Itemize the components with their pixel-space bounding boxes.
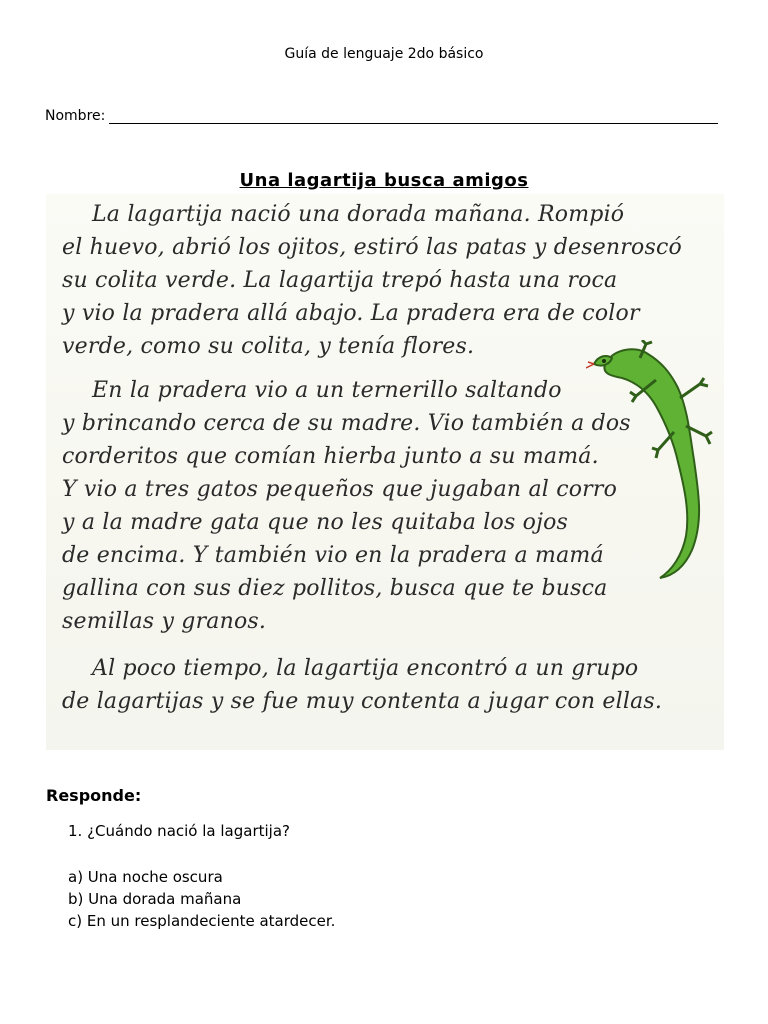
story-line: semillas y granos.	[62, 609, 267, 634]
story-line: y brincando cerca de su madre. Vio también a dos	[62, 411, 631, 436]
answer-option-a[interactable]: a) Una noche oscura	[68, 868, 223, 886]
story-line: de encima. Y también vio en la pradera a mamá	[62, 543, 604, 568]
document-title: Guía de lenguaje 2do básico	[284, 46, 484, 62]
story-line: verde, como su colita, y tenía flores.	[62, 334, 475, 359]
story-line: corderitos que comían hierba junto a su mamá.	[62, 444, 599, 469]
responde-heading: Responde:	[46, 786, 142, 805]
story-line: gallina con sus diez pollitos, busca que te busca	[62, 576, 608, 601]
story-line: de lagartijas y se fue muy contenta a jugar con ellas.	[62, 689, 663, 714]
story-line: su colita verde. La lagartija trepó hasta una roca	[62, 268, 618, 293]
story-line: Al poco tiempo, la lagartija encontró a un grupo	[92, 656, 639, 681]
story-title: Una lagartija busca amigos	[239, 170, 529, 191]
answer-option-c[interactable]: c) En un resplandeciente atardecer.	[68, 912, 336, 930]
story-line: Y vio a tres gatos pequeños que jugaban al corro	[62, 477, 618, 502]
question-1: 1. ¿Cuándo nació la lagartija?	[68, 822, 290, 840]
answer-option-b[interactable]: b) Una dorada mañana	[68, 890, 242, 908]
name-blank-line[interactable]	[109, 109, 718, 124]
story-line: En la pradera vio a un ternerillo saltando	[92, 378, 562, 403]
story-line: y vio la pradera allá abajo. La pradera era de color	[62, 301, 640, 326]
name-label: Nombre:	[45, 108, 106, 124]
story-line: el huevo, abrió los ojitos, estiró las patas y desenroscó	[62, 235, 682, 260]
name-field	[45, 108, 718, 124]
lizard-illustration	[586, 340, 716, 580]
story-scan	[46, 194, 724, 750]
story-line: La lagartija nació una dorada mañana. Rompió	[92, 202, 625, 227]
story-line: y a la madre gata que no les quitaba los ojos	[62, 510, 569, 535]
